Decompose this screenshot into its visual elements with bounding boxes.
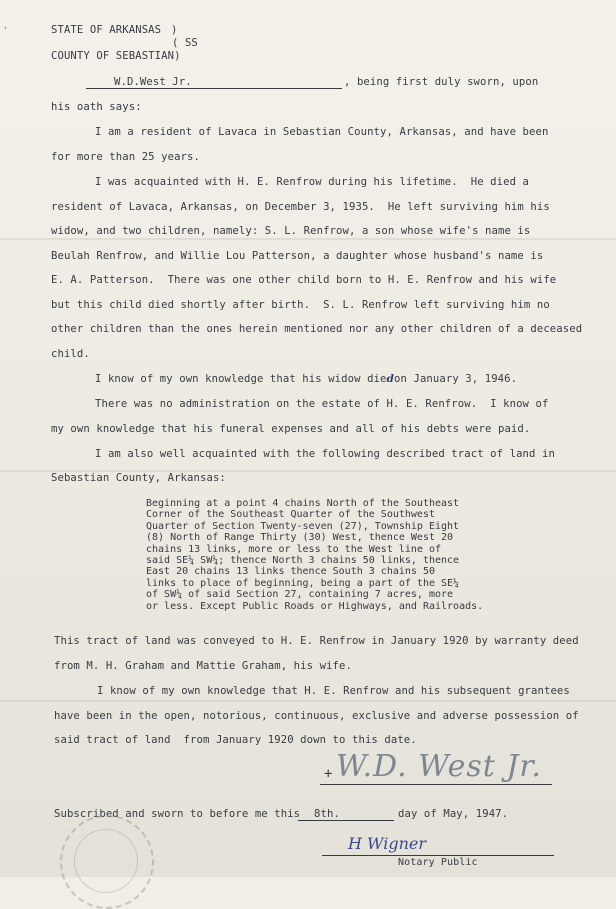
paragraph-tract-line: I am also well acquainted with the following described tract of land in [95, 448, 555, 460]
oath-line: his oath says: [51, 101, 142, 113]
sworn-text: , being first duly sworn, upon [344, 76, 539, 88]
venue-state: STATE OF ARKANSAS [51, 24, 162, 36]
notary-signature: H Wigner [348, 834, 426, 853]
venue-ss: ( SS [172, 37, 198, 49]
legal-line: (8) North of Range Thirty (30) West, thence West 20 [146, 532, 454, 544]
jurat-day-line [298, 808, 394, 821]
paragraph-heirs-line: I was acquainted with H. E. Renfrow during his lifetime. He died a [95, 176, 530, 188]
legal-line: chains 13 links, more or less to the West line of [146, 543, 442, 555]
paragraph-possession-line: have been in the open, notorious, continuous, exclusive and adverse possession of [54, 710, 579, 722]
notary-label: Notary Public [398, 857, 478, 868]
legal-line: links to place of beginning, being a part of the SE¼ [146, 577, 460, 589]
paragraph-heirs-line: Beulah Renfrow, and Willie Lou Patterson, a daughter whose husband's name is [51, 250, 544, 262]
notary-signature-line [322, 855, 554, 856]
margin-mark: ' [4, 26, 7, 36]
legal-line: or less. Except Public Roads or Highways, and Railroads. [146, 600, 484, 612]
paper-crease [0, 700, 616, 702]
jurat-suffix: day of May, 1947. [398, 808, 509, 820]
paragraph-conveyance-line: This tract of land was conveyed to H. E. Renfrow in January 1920 by warranty deed [54, 635, 579, 647]
paragraph-heirs-line: E. A. Patterson. There was one other child born to H. E. Renfrow and his wife [51, 274, 557, 286]
signature-line [320, 784, 552, 785]
legal-line: East 20 chains 13 links thence South 3 chains 50 [146, 566, 435, 578]
paragraph-heirs-line: other children than the ones herein mentioned nor any other children of a deceased [51, 323, 583, 335]
jurat-day: 8th. [314, 808, 340, 820]
paragraph-widow [95, 373, 517, 385]
venue-bracket: ) [171, 24, 178, 36]
paragraph-heirs-line: but this child died shortly after birth. S. L. Renfrow left surviving him no [51, 299, 550, 311]
signature-mark: + [324, 766, 333, 782]
venue-county: COUNTY OF SEBASTIAN) [51, 50, 181, 62]
legal-line: of SW¼ of said Section 27, containing 7 acres, more [146, 589, 454, 601]
legal-description [146, 498, 506, 612]
paragraph-heirs-line: widow, and two children, namely: S. L. Renfrow, a son whose wife's name is [51, 225, 531, 237]
paragraph-administration-line: my own knowledge that his funeral expenses and all of his debts were paid. [51, 423, 531, 435]
widow-text-pre: I know of my own knowledge that his widow die [95, 373, 387, 385]
paper-crease [0, 238, 616, 240]
affiant-name: W.D.West Jr. [114, 76, 192, 88]
widow-text-post: on January 3, 1946. [394, 373, 518, 385]
paragraph-conveyance-line: from M. H. Graham and Mattie Graham, his wife. [54, 660, 352, 672]
legal-line: Corner of the Southeast Quarter of the Southwest [146, 509, 435, 521]
paragraph-possession-line: I know of my own knowledge that H. E. Renfrow and his subsequent grantees [97, 685, 570, 697]
paragraph-heirs-line: resident of Lavaca, Arkansas, on December 3, 1935. He left surviving him his [51, 201, 550, 213]
legal-line: said SE¼ SW¼; thence North 3 chains 50 links, thence [146, 555, 460, 567]
paragraph-residence-line: I am a resident of Lavaca in Sebastian County, Arkansas, and have been [95, 126, 549, 138]
legal-line: Beginning at a point 4 chains North of the Southeast [146, 498, 460, 509]
legal-line: Quarter of Section Twenty-seven (27), Township Eight [146, 520, 460, 532]
paragraph-administration-line: There was no administration on the estate of H. E. Renfrow. I know of [95, 398, 549, 410]
paragraph-residence-line: for more than 25 years. [51, 151, 200, 163]
handwritten-correction: d [386, 373, 395, 385]
paragraph-possession-line: said tract of land from January 1920 down to this date. [54, 734, 417, 746]
affiant-signature: W.D. West Jr. [336, 749, 542, 784]
paragraph-heirs-line: child. [51, 348, 90, 360]
paragraph-tract-line: Sebastian County, Arkansas: [51, 472, 226, 484]
notary-seal-inner [74, 829, 138, 893]
jurat-prefix: Subscribed and sworn to before me this [54, 808, 301, 820]
